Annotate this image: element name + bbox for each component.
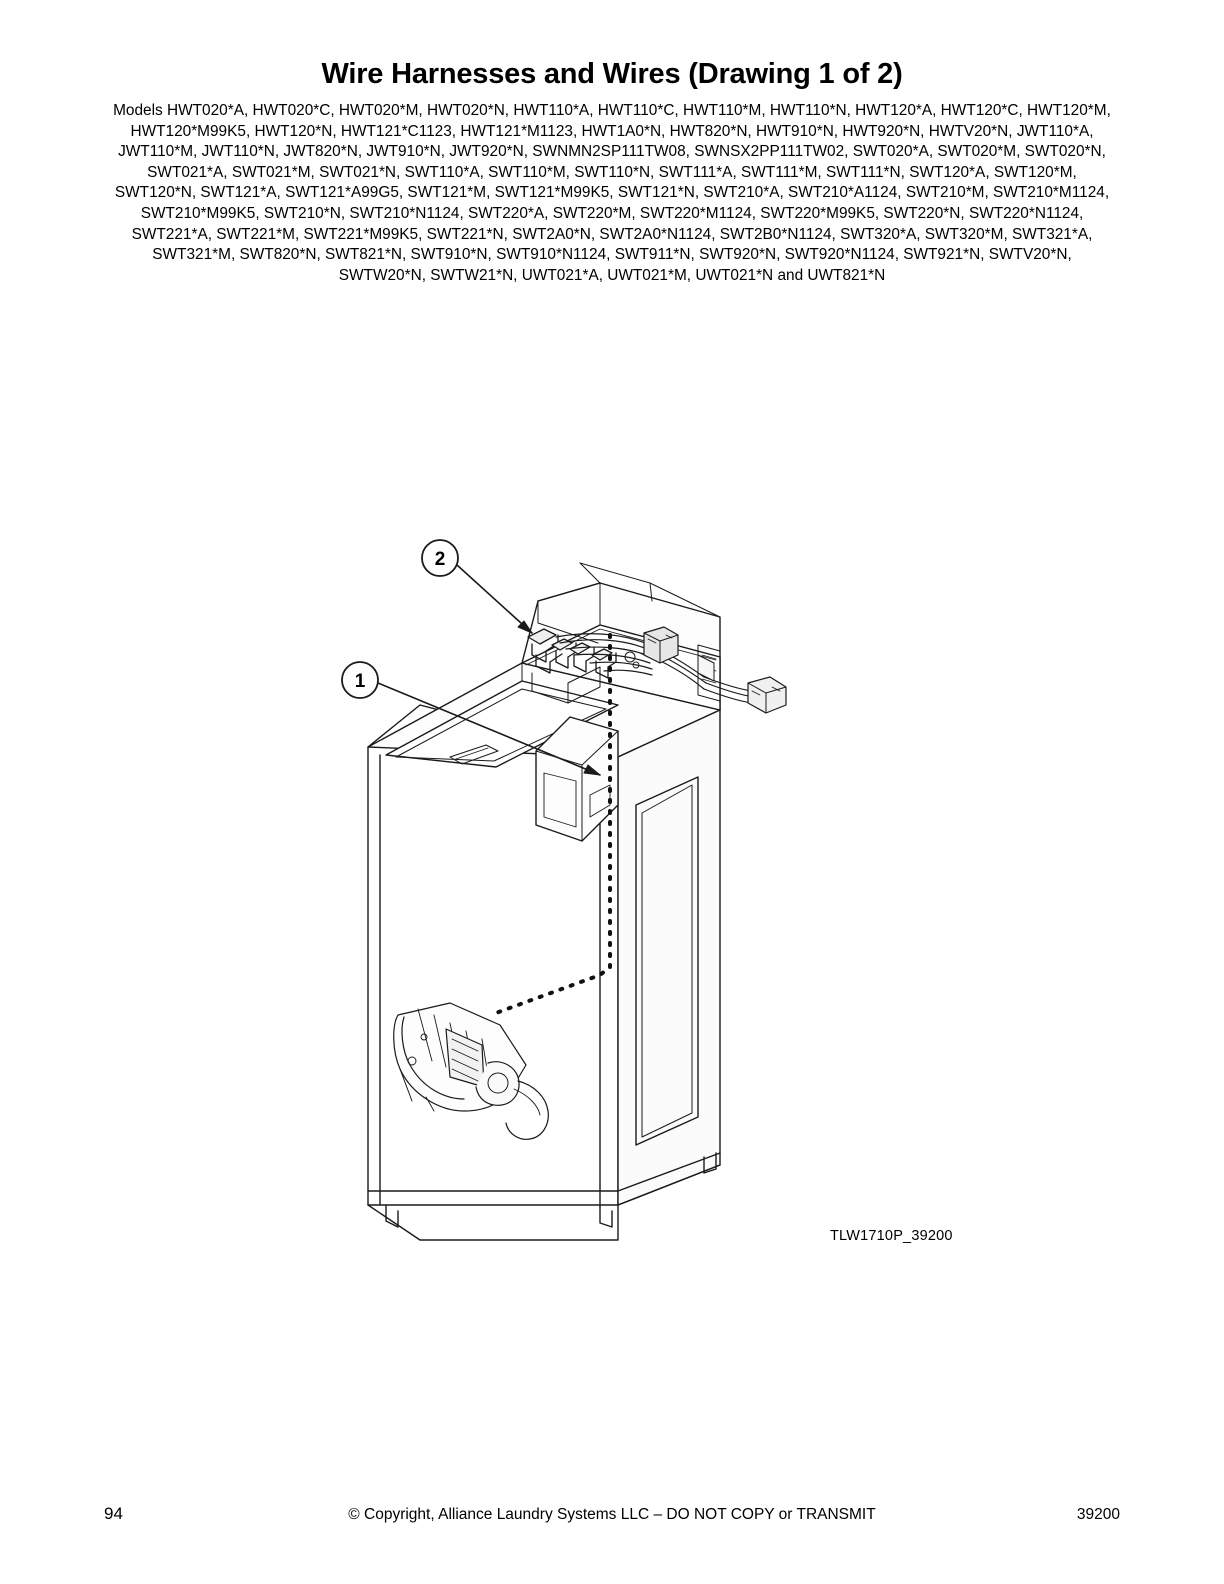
footer-page-number: 94 — [104, 1504, 123, 1523]
washer-assembly-illustration — [300, 505, 980, 1265]
callout-label-2: 2 — [434, 549, 446, 570]
footer-copyright: © Copyright, Alliance Laundry Systems LLC – DO NOT COPY or TRANSMIT — [348, 1506, 876, 1523]
models-list: Models HWT020*A, HWT020*C, HWT020*M, HWT020*N, HWT110*A, HWT110*C, HWT110*M, HWT110*N, HWT120*A, HWT120*C, HWT120*M, HWT120*M99K5, HWT120*N, HWT121*C1123, HWT121*M1123, HWT1A0*N, HWT820*N, HWT910*N, HWT920*N, HWTV20*N, JWT110*A, JWT110*M, JWT110*N, JWT820*N, JWT910*N, JWT920*N, SWNMN2SP111TW08, SWNSX2PP111TW02, SWT020*A, SWT020*M, SWT020*N, SWT021*A, SWT021*M, SWT021*N, SWT110*A, SWT110*M, SWT110*N, SWT111*A, SWT111*M, SWT111*N, SWT120*A, SWT120*M, SWT120*N, SWT121*A, SWT121*A99G5, SWT121*M, SWT121*M99K5, SWT121*N, SWT210*A, SWT210*A1124, SWT210*M, SWT210*M1124, SWT210*M99K5, SWT210*N, SWT210*N1124, SWT220*A, SWT220*M, SWT220*M1124, SWT220*M99K5, SWT220*N, SWT220*N1124, SWT221*A, SWT221*M, SWT221*M99K5, SWT221*N, SWT2A0*N, SWT2A0*N1124, SWT2B0*N1124, SWT320*A, SWT320*M, SWT321*A, SWT321*M, SWT820*N, SWT821*N, SWT910*N, SWT910*N1124, SWT911*N, SWT920*N, SWT920*N1124, SWT921*N, SWTV20*N, SWTW20*N, SWTW21*N, UWT021*A, UWT021*M, UWT021*N and UWT821*N — [113, 102, 1111, 284]
callout-label-1: 1 — [354, 671, 366, 692]
figure-code: TLW1710P_39200 — [830, 1228, 953, 1244]
page-title: Wire Harnesses and Wires (Drawing 1 of 2) — [321, 58, 903, 90]
footer-doc-code: 39200 — [1076, 1506, 1120, 1523]
